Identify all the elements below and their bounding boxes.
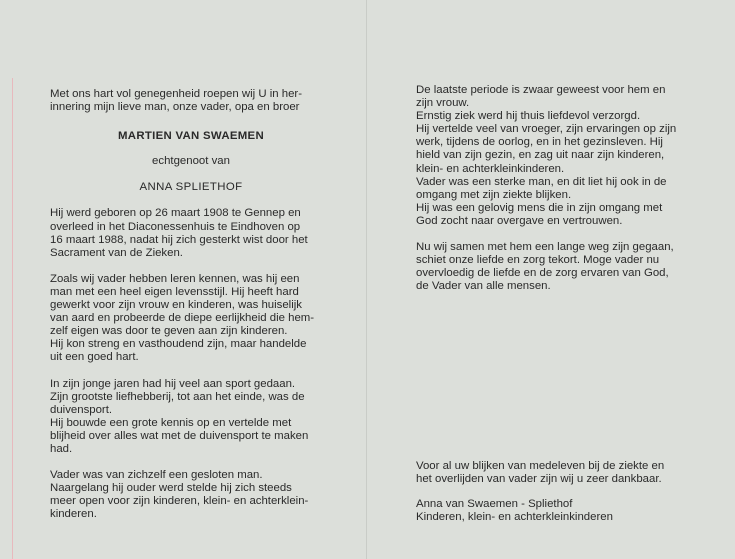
text-line: het overlijden van vader zijn wij u zeer dankbaar.	[416, 473, 662, 486]
margin-line	[12, 78, 13, 559]
intro-paragraph	[50, 88, 332, 114]
text-line: Vader was een sterke man, en dit liet hij ook in de	[416, 175, 667, 188]
birth-paragraph	[50, 207, 332, 259]
text-line: God zocht naar overgave en vertrouwen.	[416, 214, 623, 227]
text-line: kinderen.	[50, 508, 97, 521]
text-line: hield van zijn gezin, en zag uit naar zijn kinderen,	[416, 149, 665, 162]
text-line: Hij werd geboren op 26 maart 1908 te Gennep en	[50, 207, 301, 220]
text-line: duivensport.	[50, 403, 113, 416]
text-line: Hij kon streng en vasthoudend zijn, maar handelde	[50, 338, 307, 351]
text-line: De laatste periode is zwaar geweest voor hem en	[416, 84, 666, 96]
farewell-paragraph	[416, 241, 698, 293]
text-line: overvloedig de liefde en de zorg ervaren van God,	[416, 267, 669, 280]
text-line: zelf eigen was door te geven aan zijn kinderen.	[50, 325, 288, 338]
text-line: In zijn jonge jaren had hij veel aan sport gedaan.	[50, 377, 296, 390]
spouse-label: echtgenoot van	[152, 155, 230, 168]
text-line: Hij bouwde een grote kennis op en vertelde met	[50, 416, 292, 429]
text-line: Hij was een gelovig mens die in zijn omgang met	[416, 201, 663, 214]
text-line: meer open voor zijn kinderen, klein- en achterklein-	[50, 495, 309, 508]
text-line: zijn vrouw.	[416, 97, 470, 110]
text-line: schiet onze liefde en zorg tekort. Moge vader nu	[416, 254, 660, 267]
last-period-paragraph	[416, 84, 698, 228]
signature	[416, 498, 706, 524]
thanks-paragraph	[416, 460, 706, 486]
text-line: de Vader van alle mensen.	[416, 280, 551, 293]
text-line: Voor al uw blijken van medeleven bij de ziekte en	[416, 460, 665, 472]
text-line: Sacrament van de Zieken.	[50, 246, 183, 259]
text-line: Vader was van zichzelf een gesloten man.	[50, 469, 263, 482]
signature-name: Anna van Swaemen - Spliethof	[416, 498, 573, 511]
text-line: klein- en achterkleinkinderen.	[416, 162, 565, 175]
left-column	[50, 88, 332, 521]
text-line: Ernstig ziek werd hij thuis liefdevol verzorgd.	[416, 110, 641, 123]
text-line: van aard en probeerde de diepe eerlijkheid die hem-	[50, 312, 315, 325]
text-line: gewerkt voor zijn vrouw en kinderen, was huiselijk	[50, 299, 302, 312]
character-paragraph	[50, 273, 332, 365]
text-line: Hij vertelde veel van vroeger, zijn ervaringen op zijn	[416, 123, 677, 136]
spouse-name: ANNA SPLIETHOF	[139, 181, 243, 194]
text-line: blijheid over alles wat met de duivensport te maken	[50, 429, 309, 442]
text-line: innering mijn lieve man, onze vader, opa en broer	[50, 101, 300, 114]
closed-paragraph	[50, 469, 332, 521]
text-line: Zijn grootste liefhebberij, tot aan het einde, was de	[50, 390, 305, 403]
text-line: Zoals wij vader hebben leren kennen, was hij een	[50, 272, 300, 285]
text-line: had.	[50, 442, 73, 455]
text-line: werk, tijdens de oorlog, en in het gezinsleven. Hij	[416, 136, 663, 149]
deceased-name: MARTIEN VAN SWAEMEN	[118, 130, 264, 143]
card-fold	[366, 0, 367, 559]
text-line: omgang met zijn ziekte blijken.	[416, 188, 572, 201]
text-line: uit een goed hart.	[50, 351, 139, 364]
text-line: man met een heel eigen levensstijl. Hij heeft hard	[50, 285, 299, 298]
text-line: Met ons hart vol genegenheid roepen wij U in her-	[50, 88, 303, 100]
text-line: Naargelang hij ouder werd stelde hij zich steeds	[50, 482, 292, 495]
text-line: Nu wij samen met hem een lange weg zijn gegaan,	[416, 241, 674, 254]
closing-section	[416, 460, 706, 524]
text-line: overleed in het Diaconessenhuis te Eindhoven op	[50, 220, 301, 233]
text-line: 16 maart 1988, nadat hij zich gesterkt wist door het	[50, 233, 308, 246]
sport-paragraph	[50, 378, 332, 457]
signature-family: Kinderen, klein- en achterkleinkinderen	[416, 511, 613, 524]
right-column	[416, 84, 698, 293]
